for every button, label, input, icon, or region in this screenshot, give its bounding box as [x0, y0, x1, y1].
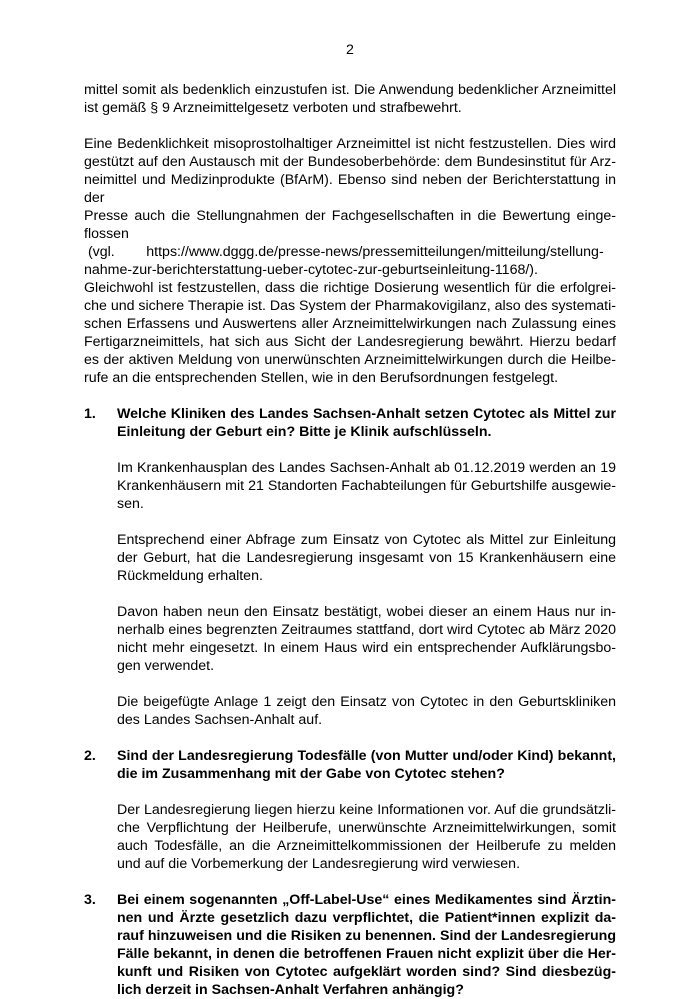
question-1-line-2: Einleitung der Geburt ein? Bitte je Klinik aufschlüsseln. — [117, 424, 492, 440]
intro-p2-line-7: (vgl. https://www.dggg.de/presse-news/pressemitteilungen/mitteilung/stellung- — [84, 244, 604, 260]
answer-2-p1-line-4: und auf die Vorbemerkung der Landesregierung wird verwiesen. — [117, 856, 521, 872]
question-3-line-1: Bei einem sogenannten „Off-Label-Use“ eines Medikamentes sind Ärztin- — [117, 892, 616, 908]
answer-1-p1-line-2: Krankenhäusern mit 21 Standorten Fachabteilungen für Geburtshilfe ausgewie- — [117, 478, 616, 494]
question-3-line-6: lich derzeit in Sachsen-Anhalt Verfahren anhängig? — [117, 982, 464, 998]
intro-p2-line-5: Presse auch die Stellungnahmen der Fachgesellschaften in die Bewertung einge- — [84, 208, 616, 224]
page-number: 2 — [346, 42, 354, 58]
intro-p2-line-4: der — [84, 190, 105, 206]
intro-p2-line-9: Gleichwohl ist festzustellen, dass die richtige Dosierung wesentlich für die erfolgrei- — [84, 280, 616, 296]
answer-1-p2-line-1: Entsprechend einer Abfrage zum Einsatz von Cytotec als Mittel zur Einleitung — [117, 532, 616, 548]
answer-1-p1-line-3: sen. — [117, 496, 144, 512]
intro-p2-line-3: neimittel und Medizinprodukte (BfArM). Ebenso sind neben der Berichterstattung in — [84, 172, 616, 188]
answer-1-p3-line-1: Davon haben neun den Einsatz bestätigt, wobei dieser an einem Haus nur in- — [117, 604, 616, 620]
question-2-line-2: die im Zusammenhang mit der Gabe von Cytotec stehen? — [117, 766, 505, 782]
answer-1-p3-line-4: gen verwendet. — [117, 658, 215, 674]
intro-p2-line-11: schen Erfassens und Auswertens aller Arzneimittelwirkungen nach Zulassung eines — [84, 316, 616, 332]
answer-1-p1-line-1: Im Krankenhausplan des Landes Sachsen-Anhalt ab 01.12.2019 werden an 19 — [117, 460, 616, 476]
answer-1-p3-line-3: nicht mehr eingesetzt. In einem Haus wird ein entsprechender Aufklärungsbo- — [117, 640, 616, 656]
answer-1-p2-line-3: Rückmeldung erhalten. — [117, 568, 263, 584]
intro-p1-line-2: ist gemäß § 9 Arzneimittelgesetz verboten und strafbewehrt. — [84, 100, 462, 116]
answer-1-p2-line-2: der Geburt, hat die Landesregierung insgesamt von 15 Krankenhäusern eine — [117, 550, 616, 566]
intro-p2-line-8: nahme-zur-berichterstattung-ueber-cytotec-zur-geburtseinleitung-1168/). — [84, 262, 538, 278]
question-1-number: 1. — [84, 406, 96, 422]
answer-2-p1-line-3: auch Todesfälle, an die Arzneimittelkommissionen der Heilberufe zu melden — [117, 838, 616, 854]
intro-p2-line-13: es der aktiven Meldung von unerwünschten Arzneimittelwirkungen durch die Heilbe- — [84, 352, 616, 368]
answer-1-p3-line-2: nerhalb eines begrenzten Zeitraumes stattfand, dort wird Cytotec ab März 2020 — [117, 622, 616, 638]
question-3-line-4: Fälle bekannt, in denen die betroffenen Frauen nicht explizit über die Her- — [117, 946, 616, 962]
answer-2-p1-line-1: Der Landesregierung liegen hierzu keine Informationen vor. Auf die grundsätzli- — [117, 802, 616, 818]
intro-p2-line-12: Fertigarzneimittels, hat sich aus Sicht der Landesregierung bewährt. Hierzu bedarf — [84, 334, 616, 350]
question-3-line-3: rauf hinzuweisen und die Risiken zu benennen. Sind der Landesregierung — [117, 928, 616, 944]
intro-p2-line-10: che und sichere Therapie ist. Das System der Pharmakovigilanz, also des systemati- — [84, 298, 617, 314]
intro-p2-line-1: Eine Bedenklichkeit misoprostolhaltiger Arzneimittel ist nicht festzustellen. Dies wird — [84, 136, 616, 152]
intro-p2-line-6: flossen — [84, 226, 129, 242]
answer-1-p4-line-2: des Landes Sachsen-Anhalt auf. — [117, 712, 323, 728]
question-3-line-5: kunft und Risiken von Cytotec aufgeklärt worden sind? Sind diesbezüg- — [117, 964, 616, 980]
question-3-number: 3. — [84, 892, 96, 908]
answer-1-p4-line-1: Die beigefügte Anlage 1 zeigt den Einsatz von Cytotec in den Geburtskliniken — [117, 694, 616, 710]
intro-p2-line-14: rufe an die entsprechenden Stellen, wie in den Berufsordnungen festgelegt. — [84, 370, 559, 386]
question-2-line-1: Sind der Landesregierung Todesfälle (von Mutter und/oder Kind) bekannt, — [117, 748, 616, 764]
question-3-line-2: nen und Ärzte gesetzlich dazu verpflichtet, die Patient*innen explizit da- — [117, 910, 616, 926]
intro-p2-line-2: gestützt auf den Austausch mit der Bundesoberbehörde: dem Bundesinstitut für Arz- — [84, 154, 616, 170]
answer-2-p1-line-2: che Verpflichtung der Heilberufe, unerwünschte Arzneimittelwirkungen, somit — [117, 820, 616, 836]
question-2-number: 2. — [84, 748, 96, 764]
question-1-line-1: Welche Kliniken des Landes Sachsen-Anhalt setzen Cytotec als Mittel zur — [117, 406, 616, 422]
intro-p1-line-1: mittel somit als bedenklich einzustufen ist. Die Anwendung bedenklicher Arzneimittel — [84, 82, 616, 98]
